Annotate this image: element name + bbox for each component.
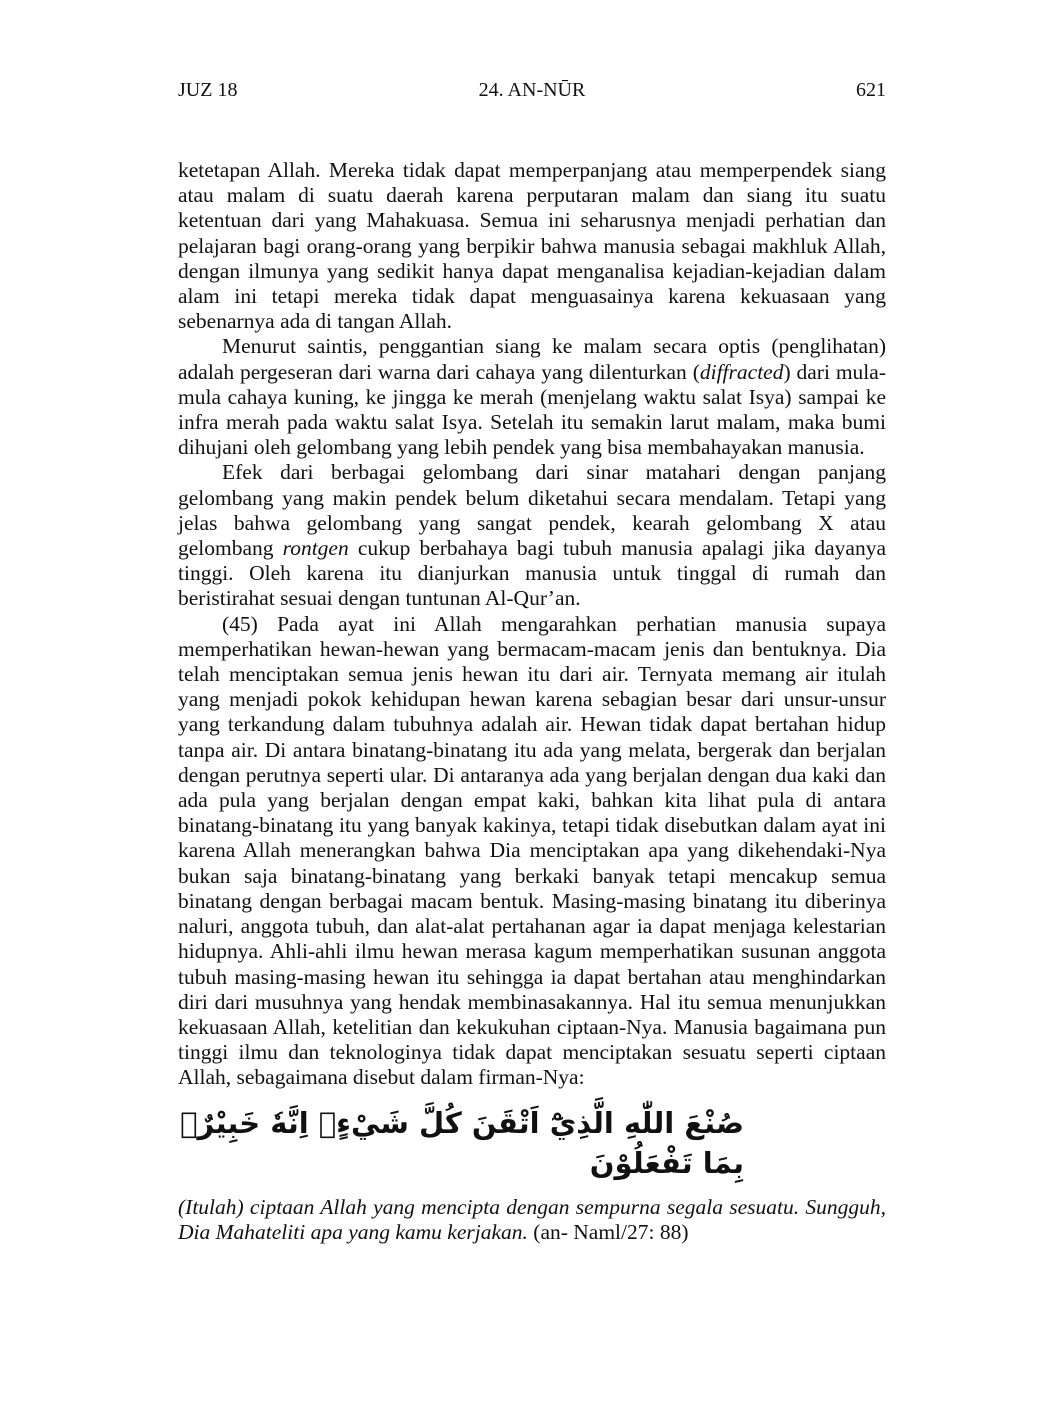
page-number: 621 [856,79,886,101]
paragraph-2-text-b: ) dari mula-mula cahaya kuning, ke jingga ke merah (menjelang waktu salat Isya) sampai ke infra merah pada waktu salat Isya. Setelah itu semakin larut malam, maka bumi dihujani oleh gelombang yang lebih pendek yang bisa membahayakan manusia. [178,359,886,460]
arabic-verse: صُنْعَ اللّٰهِ الَّذِيْٓ اَتْقَنَ كُلَّ شَيْءٍۗ اِنَّهٗ خَبِيْرٌۢ بِمَا تَفْعَلُوْنَ [180,1105,744,1180]
paragraph-2 [178,334,886,460]
paragraph-4: (45) Pada ayat ini Allah mengarahkan perhatian manusia supaya memperhatikan hewan-hewan yang bermacam-macam jenis dan bentuknya. Dia telah menciptakan semua jenis hewan itu dari air. Ternyata memang air itulah yang menjadi pokok kehidupan hewan karena sebagian besar dari unsur-unsur yang terkandung dalam tubuhnya adalah air. Hewan tidak dapat bertahan hidup tanpa air. Di antara binatang-binatang itu ada yang melata, bergerak dan berjalan dengan perutnya seperti ular. Di antaranya ada yang berjalan dengan dua kaki dan ada pula yang berjalan dengan empat kaki, bahkan kita lihat pula di antara binatang-binatang itu yang banyak kakinya, tetapi tidak disebutkan dalam ayat ini karena Allah menerangkan bahwa Dia menciptakan apa yang dikehendaki-Nya bukan saja binatang-binatang yang berkaki banyak tetapi mencakup semua binatang dengan berbagai macam bentuk. Masing-masing binatang itu diberinya naluri, anggota tubuh, dan alat-alat pertahanan agar ia dapat menjaga kelestarian hidupnya. Ahli-ahli ilmu hewan merasa kagum memperhatikan susunan anggota tubuh masing-masing hewan itu sehingga ia dapat bertahan atau menghindarkan diri dari musuhnya yang hendak membinasakannya. Hal itu semua menunjukkan kekuasaan Allah, ketelitian dan kekukuhan ciptaan-Nya. Manusia bagaimana pun tinggi ilmu dan teknologinya tidak dapat menciptakan sesuatu seperti ciptaan Allah, sebagaimana disebut dalam firman-Nya: [178,611,886,1090]
paragraph-3-text-a: Efek dari berbagai gelombang dari sinar matahari dengan panjang gelombang yang makin pendek belum diketahui secara mendalam. Tetapi yang jelas bahwa gelombang yang sangat pendek, kearah gelombang X atau gelombang [178,460,886,561]
juz-label: JUZ 18 [178,79,238,101]
verse-translation-text: (Itulah) ciptaan Allah yang mencipta dengan sempurna segala sesuatu. Sungguh, Dia Mahateliti apa yang kamu kerjakan. [178,1194,886,1244]
paragraph-3-text-b: cukup berbahaya bagi tubuh manusia apalagi jika dayanya tinggi. Oleh karena itu dianjurkan manusia untuk tinggal di rumah dan beristirahat sesuai dengan tuntunan Al-Qur’an. [178,536,886,611]
paragraph-2-italic: diffracted [699,359,784,384]
paragraph-3 [178,460,886,611]
paragraph-1: ketetapan Allah. Mereka tidak dapat memperpanjang atau memperpendek siang atau malam di suatu daerah karena perputaran malam dan siang itu suatu ketentuan dari yang Mahakuasa. Semua ini seharusnya menjadi perhatian dan pelajaran bagi orang-orang yang berpikir bahwa manusia sebagai makhluk Allah, dengan ilmunya yang sedikit hanya dapat menganalisa kejadian-kejadian dalam alam ini tetapi mereka tidak dapat menguasainya karena kekuasaan yang sebenarnya ada di tangan Allah. [178,158,886,334]
page-header [178,76,886,104]
body-text [178,158,886,1245]
surah-title: 24. AN-NŪR [478,79,586,101]
verse-reference: (an- Naml/27: 88) [533,1219,689,1244]
verse-translation [178,1195,886,1245]
paragraph-2-text-a: Menurut saintis, penggantian siang ke malam secara optis (penglihatan) adalah pergeseran dari warna dari cahaya yang dilenturkan ( [178,334,886,384]
paragraph-3-italic: rontgen [282,536,349,561]
